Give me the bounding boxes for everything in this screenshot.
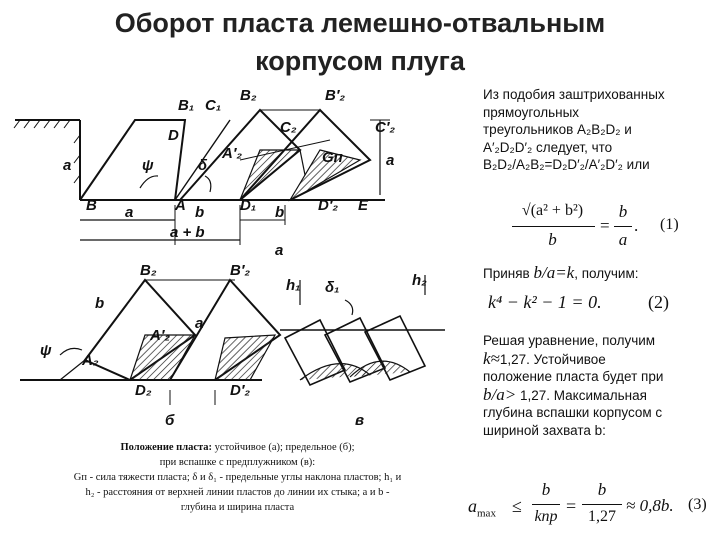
paragraph-solution (483, 332, 718, 439)
figure-caption (10, 440, 465, 515)
eq3-le: ≤ (512, 496, 522, 516)
label-a-dim: a (125, 204, 134, 221)
equation-1 (510, 196, 710, 256)
label-d2-prime: D′₂ (318, 197, 339, 214)
label-fig-b: б (165, 412, 175, 429)
p3-line-4-text: 1,27. Максимальная (516, 387, 647, 403)
label-b-dim-2: b (275, 204, 285, 221)
label-c2: C₂ (280, 119, 297, 136)
p3-line-1: Решая уравнение, получим (483, 333, 656, 348)
label-d: D (168, 127, 179, 144)
label-c-h1: h₁ (286, 277, 301, 294)
title-line-2: корпусом плуга (255, 46, 465, 76)
eq1-number: (1) (660, 216, 679, 233)
caption-line-2: при вспашке с предплужником (в): (159, 457, 316, 468)
label-fig-a: a (275, 242, 284, 259)
p3-line-3: положение пласта будет при (483, 369, 664, 384)
p1-line-5: B₂D₂/A₂B₂=D₂D′₂/A′₂D′₂ или (483, 157, 650, 172)
eq3-frac2-bar (582, 504, 622, 505)
caption-line-3: Gп - сила тяжести пласта; δ и δ₁ - предельные углы наклона пластов; h₁ и (73, 472, 402, 483)
p3-k: k≈ (483, 348, 500, 368)
label-c2-prime: C′₂ (375, 119, 396, 136)
label-b-d2-prime: D′₂ (230, 382, 251, 399)
eq3-frac1-bar (532, 504, 560, 505)
title-line-1: Оборот пласта лемешно-отвальным (114, 8, 606, 38)
eq3-eq: = (566, 496, 577, 516)
p3-line-2-text: 1,27. Устойчивое (499, 351, 606, 367)
p1-line-4: A′₂D₂D′₂ следует, что (483, 139, 613, 155)
label-b-b: b (95, 295, 105, 312)
figure-c (280, 275, 445, 385)
label-d1: D₁ (240, 197, 257, 214)
caption-bold: Положение пласта: (120, 442, 213, 453)
eq2-body: k⁴ − k² − 1 = 0. (488, 292, 602, 312)
label-b-point: B (86, 197, 97, 214)
equation-3 (468, 478, 718, 536)
p1-line-3: треугольников A₂B₂D₂ и (483, 122, 632, 137)
label-b-a: a (195, 315, 204, 332)
label-psi: ψ (142, 157, 154, 174)
label-c-h2: h₂ (412, 272, 427, 289)
eq1-dot: . (634, 216, 639, 235)
eq1-bar-right (614, 226, 632, 227)
page-title (0, 4, 720, 80)
paragraph-substitution (483, 264, 713, 283)
eq3-tail: ≈ 0,8b. (626, 496, 674, 515)
p2-pre: Приняв (483, 266, 530, 281)
eq1-equals: = (600, 216, 610, 235)
p3-line-6: шириной захвата b: (483, 422, 606, 438)
label-b-a2-prime: A′₂ (150, 327, 171, 344)
eq1-bar-left (512, 226, 595, 227)
p3-line-5: глубина вспашки корпусом с (483, 405, 663, 420)
label-c1: C₁ (205, 97, 222, 114)
eq3-frac2-num: b (597, 480, 607, 499)
label-a-point: A (175, 197, 186, 214)
p2-expr: b/a=k (533, 263, 575, 282)
eq3-lhs (468, 496, 496, 520)
label-c-delta1: δ₁ (325, 279, 340, 296)
p2-post: , получим: (574, 266, 639, 281)
eq1-den-left: b (548, 230, 557, 249)
label-b1: B₁ (178, 97, 195, 114)
eq3-frac2-den: 1,27 (588, 508, 616, 525)
eq3-sub: max (477, 507, 496, 520)
caption-line-1-rest: устойчивое (а); предельное (б); (212, 442, 355, 453)
label-a-plus-b: a + b (170, 224, 205, 241)
eq3-number: (3) (688, 496, 707, 513)
label-gp: Gп (322, 149, 343, 166)
label-b-d2: D₂ (135, 382, 152, 399)
equation-2 (488, 292, 708, 322)
label-b-a2: A₂ (82, 352, 99, 369)
paragraph-similarity (483, 86, 713, 174)
eq2-number: (2) (648, 292, 669, 312)
label-b-dim: b (195, 204, 205, 221)
p1-line-1: Из подобия заштрихованных (483, 87, 665, 102)
eq3-frac1-num: b (541, 480, 551, 499)
label-b2: B₂ (240, 87, 257, 104)
label-fig-c: в (355, 412, 365, 429)
caption-line-5: глубина и ширина пласта (180, 502, 295, 513)
p1-line-2: прямоугольных (483, 104, 580, 120)
p3-line-2 (483, 350, 718, 369)
p3-line-4 (483, 386, 718, 405)
label-b-b2: B₂ (140, 262, 157, 279)
caption-line-1 (10, 440, 465, 455)
eq3-a: a (468, 496, 477, 516)
label-b2-prime: B′₂ (325, 87, 346, 104)
eq3-frac1-den: kпр (534, 508, 558, 525)
eq1-num-left: √(a² + b²) (521, 202, 584, 219)
label-e: E (358, 197, 369, 214)
label-b-b2-prime: B′₂ (230, 262, 251, 279)
label-a-right: a (386, 152, 395, 169)
label-a2-prime: A′₂ (222, 145, 243, 162)
label-a-left: a (63, 157, 72, 174)
label-b-psi: ψ (40, 342, 52, 359)
label-delta: δ (198, 157, 208, 174)
eq1-num-right: b (618, 202, 628, 221)
p3-expr: b/a> (483, 384, 517, 404)
eq1-den-right: a (618, 230, 628, 249)
caption-line-4: h₂ - расстояния от верхней линии пластов до линии их стыка; a и b - (85, 487, 390, 498)
